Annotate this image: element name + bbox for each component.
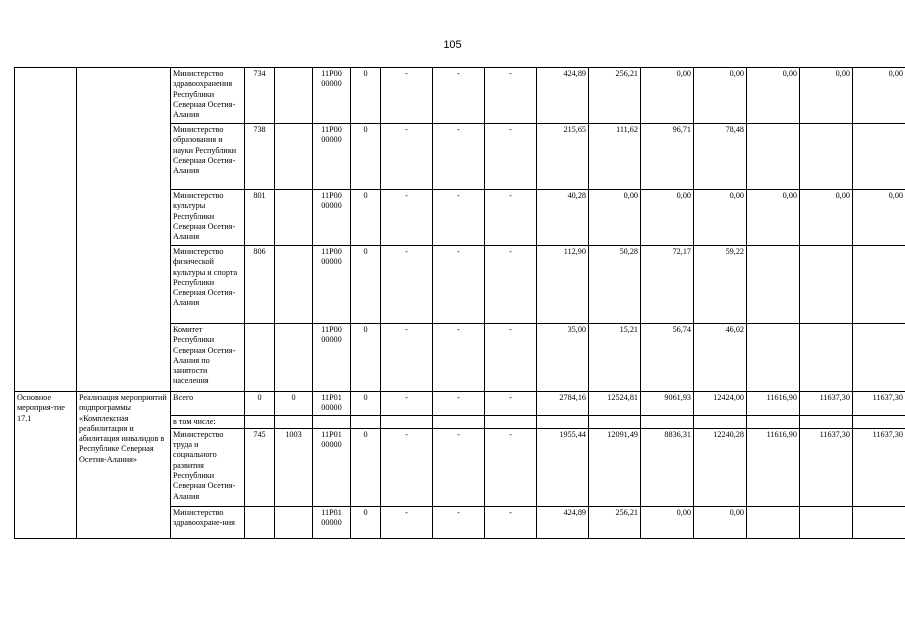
title-cell-empty — [77, 68, 171, 392]
cell-v4: 78,48 — [694, 124, 747, 190]
cell-v2: 256,21 — [589, 68, 641, 124]
cell-csr: 11Р00 00000 — [313, 124, 351, 190]
cell-grbs: 738 — [245, 124, 275, 190]
cell-vr: 0 — [351, 324, 381, 392]
cell-vr: 0 — [351, 392, 381, 416]
cell-vr: 0 — [351, 190, 381, 246]
cell-v5 — [747, 506, 800, 538]
cell-csr: 11Р01 00000 — [313, 428, 351, 506]
cell-v2: 12091,49 — [589, 428, 641, 506]
event-status-cell: Основное мероприя-тие 17.1 — [15, 392, 77, 539]
cell-v2: 12524,81 — [589, 392, 641, 416]
cell-v5: 0,00 — [747, 68, 800, 124]
cell-v6 — [800, 506, 853, 538]
table-row — [15, 68, 905, 124]
cell-rzpr: 0 — [275, 392, 313, 416]
cell-d3: - — [485, 190, 537, 246]
cell-grbs — [245, 506, 275, 538]
cell-v6: 11637,30 — [800, 428, 853, 506]
cell-grbs — [245, 324, 275, 392]
cell-v3: 0,00 — [641, 506, 694, 538]
cell-v7: 0,00 — [853, 68, 905, 124]
cell-v5: 11616,90 — [747, 428, 800, 506]
cell-v7: 11637,30 — [853, 392, 905, 416]
cell-csr: 11Р00 00000 — [313, 246, 351, 324]
cell-csr: 11Р00 00000 — [313, 190, 351, 246]
cell-vr: 0 — [351, 246, 381, 324]
cell-v6: 11637,30 — [800, 392, 853, 416]
empty-cell — [747, 415, 800, 428]
cell-v1: 40,28 — [537, 190, 589, 246]
cell-grbs: 801 — [245, 190, 275, 246]
cell-d2: - — [433, 68, 485, 124]
empty-cell — [485, 415, 537, 428]
empty-cell — [694, 415, 747, 428]
cell-v5 — [747, 246, 800, 324]
cell-name: Министерство физической культуры и спорта Республики Северная Осетия-Алания — [171, 246, 245, 324]
including-label-cell: в том числе: — [171, 415, 245, 428]
cell-v6: 0,00 — [800, 190, 853, 246]
cell-v4: 0,00 — [694, 506, 747, 538]
cell-d1: - — [381, 68, 433, 124]
cell-v5: 0,00 — [747, 190, 800, 246]
cell-v7 — [853, 324, 905, 392]
table-body — [15, 68, 905, 539]
cell-rzpr — [275, 124, 313, 190]
status-cell-empty — [15, 68, 77, 392]
empty-cell — [800, 415, 853, 428]
cell-d2: - — [433, 392, 485, 416]
cell-d3: - — [485, 506, 537, 538]
page-number: 105 — [443, 39, 462, 51]
cell-v6 — [800, 246, 853, 324]
cell-v7 — [853, 246, 905, 324]
cell-d1: - — [381, 506, 433, 538]
cell-v1: 35,00 — [537, 324, 589, 392]
cell-vr: 0 — [351, 506, 381, 538]
cell-rzpr — [275, 324, 313, 392]
cell-name: Министерство культуры Республики Северная Осетия-Алания — [171, 190, 245, 246]
cell-v2: 111,62 — [589, 124, 641, 190]
cell-v1: 1955,44 — [537, 428, 589, 506]
cell-rzpr: 1003 — [275, 428, 313, 506]
cell-v6: 0,00 — [800, 68, 853, 124]
cell-name: Всего — [171, 392, 245, 416]
empty-cell — [351, 415, 381, 428]
cell-name: Министерство труда и социального развития Республики Северная Осетия-Алания — [171, 428, 245, 506]
cell-v2: 0,00 — [589, 190, 641, 246]
cell-v3: 72,17 — [641, 246, 694, 324]
cell-v4: 46,02 — [694, 324, 747, 392]
cell-rzpr — [275, 68, 313, 124]
cell-vr: 0 — [351, 124, 381, 190]
cell-rzpr — [275, 246, 313, 324]
cell-d3: - — [485, 68, 537, 124]
cell-v3: 9061,93 — [641, 392, 694, 416]
cell-grbs: 734 — [245, 68, 275, 124]
cell-d2: - — [433, 246, 485, 324]
cell-d2: - — [433, 324, 485, 392]
empty-cell — [245, 415, 275, 428]
empty-cell — [589, 415, 641, 428]
cell-d2: - — [433, 506, 485, 538]
cell-rzpr — [275, 190, 313, 246]
cell-grbs: 0 — [245, 392, 275, 416]
cell-v2: 15,21 — [589, 324, 641, 392]
cell-name: Министерство образования и науки Республики Северная Осетия-Алания — [171, 124, 245, 190]
cell-vr: 0 — [351, 428, 381, 506]
cell-v6 — [800, 324, 853, 392]
cell-csr: 11Р01 00000 — [313, 506, 351, 538]
cell-d3: - — [485, 392, 537, 416]
cell-d3: - — [485, 246, 537, 324]
cell-name: Комитет Республики Северная Осетия-Алания по занятости населения — [171, 324, 245, 392]
cell-d1: - — [381, 392, 433, 416]
cell-v4: 12240,28 — [694, 428, 747, 506]
empty-cell — [275, 415, 313, 428]
cell-d1: - — [381, 324, 433, 392]
cell-v7 — [853, 506, 905, 538]
cell-v1: 424,89 — [537, 506, 589, 538]
cell-v3: 8836,31 — [641, 428, 694, 506]
cell-csr: 11Р01 00000 — [313, 392, 351, 416]
cell-v4: 59,22 — [694, 246, 747, 324]
cell-v7: 11637,30 — [853, 428, 905, 506]
empty-cell — [641, 415, 694, 428]
cell-d1: - — [381, 124, 433, 190]
empty-cell — [313, 415, 351, 428]
table-row-total — [15, 392, 905, 416]
cell-v7: 0,00 — [853, 190, 905, 246]
cell-vr: 0 — [351, 68, 381, 124]
cell-v7 — [853, 124, 905, 190]
cell-v4: 12424,00 — [694, 392, 747, 416]
cell-v5 — [747, 124, 800, 190]
cell-v3: 0,00 — [641, 68, 694, 124]
cell-v5 — [747, 324, 800, 392]
cell-d2: - — [433, 124, 485, 190]
empty-cell — [537, 415, 589, 428]
cell-rzpr — [275, 506, 313, 538]
cell-d3: - — [485, 124, 537, 190]
cell-d1: - — [381, 428, 433, 506]
empty-cell — [853, 415, 905, 428]
cell-v3: 0,00 — [641, 190, 694, 246]
cell-d1: - — [381, 246, 433, 324]
cell-v2: 256,21 — [589, 506, 641, 538]
cell-d2: - — [433, 428, 485, 506]
budget-table — [14, 67, 905, 539]
cell-csr: 11Р00 00000 — [313, 324, 351, 392]
cell-v4: 0,00 — [694, 68, 747, 124]
cell-csr: 11Р00 00000 — [313, 68, 351, 124]
cell-v5: 11616,90 — [747, 392, 800, 416]
cell-grbs: 806 — [245, 246, 275, 324]
cell-d2: - — [433, 190, 485, 246]
empty-cell — [381, 415, 433, 428]
cell-d3: - — [485, 428, 537, 506]
cell-grbs: 745 — [245, 428, 275, 506]
cell-v1: 112,90 — [537, 246, 589, 324]
cell-v1: 424,89 — [537, 68, 589, 124]
cell-v1: 215,65 — [537, 124, 589, 190]
cell-name: Министерство здравоохранения Республики Северная Осетия-Алания — [171, 68, 245, 124]
cell-v3: 56,74 — [641, 324, 694, 392]
cell-d3: - — [485, 324, 537, 392]
cell-v1: 2784,16 — [537, 392, 589, 416]
cell-name: Министерство здравоохране-ния — [171, 506, 245, 538]
event-title-cell: Реализация мероприятий подпрограммы «Комплексная реабилитация и абилитация инвалидов в Республике Северная Осетия-Алания» — [77, 392, 171, 539]
cell-v6 — [800, 124, 853, 190]
cell-v3: 96,71 — [641, 124, 694, 190]
cell-v2: 50,28 — [589, 246, 641, 324]
cell-d1: - — [381, 190, 433, 246]
empty-cell — [433, 415, 485, 428]
cell-v4: 0,00 — [694, 190, 747, 246]
